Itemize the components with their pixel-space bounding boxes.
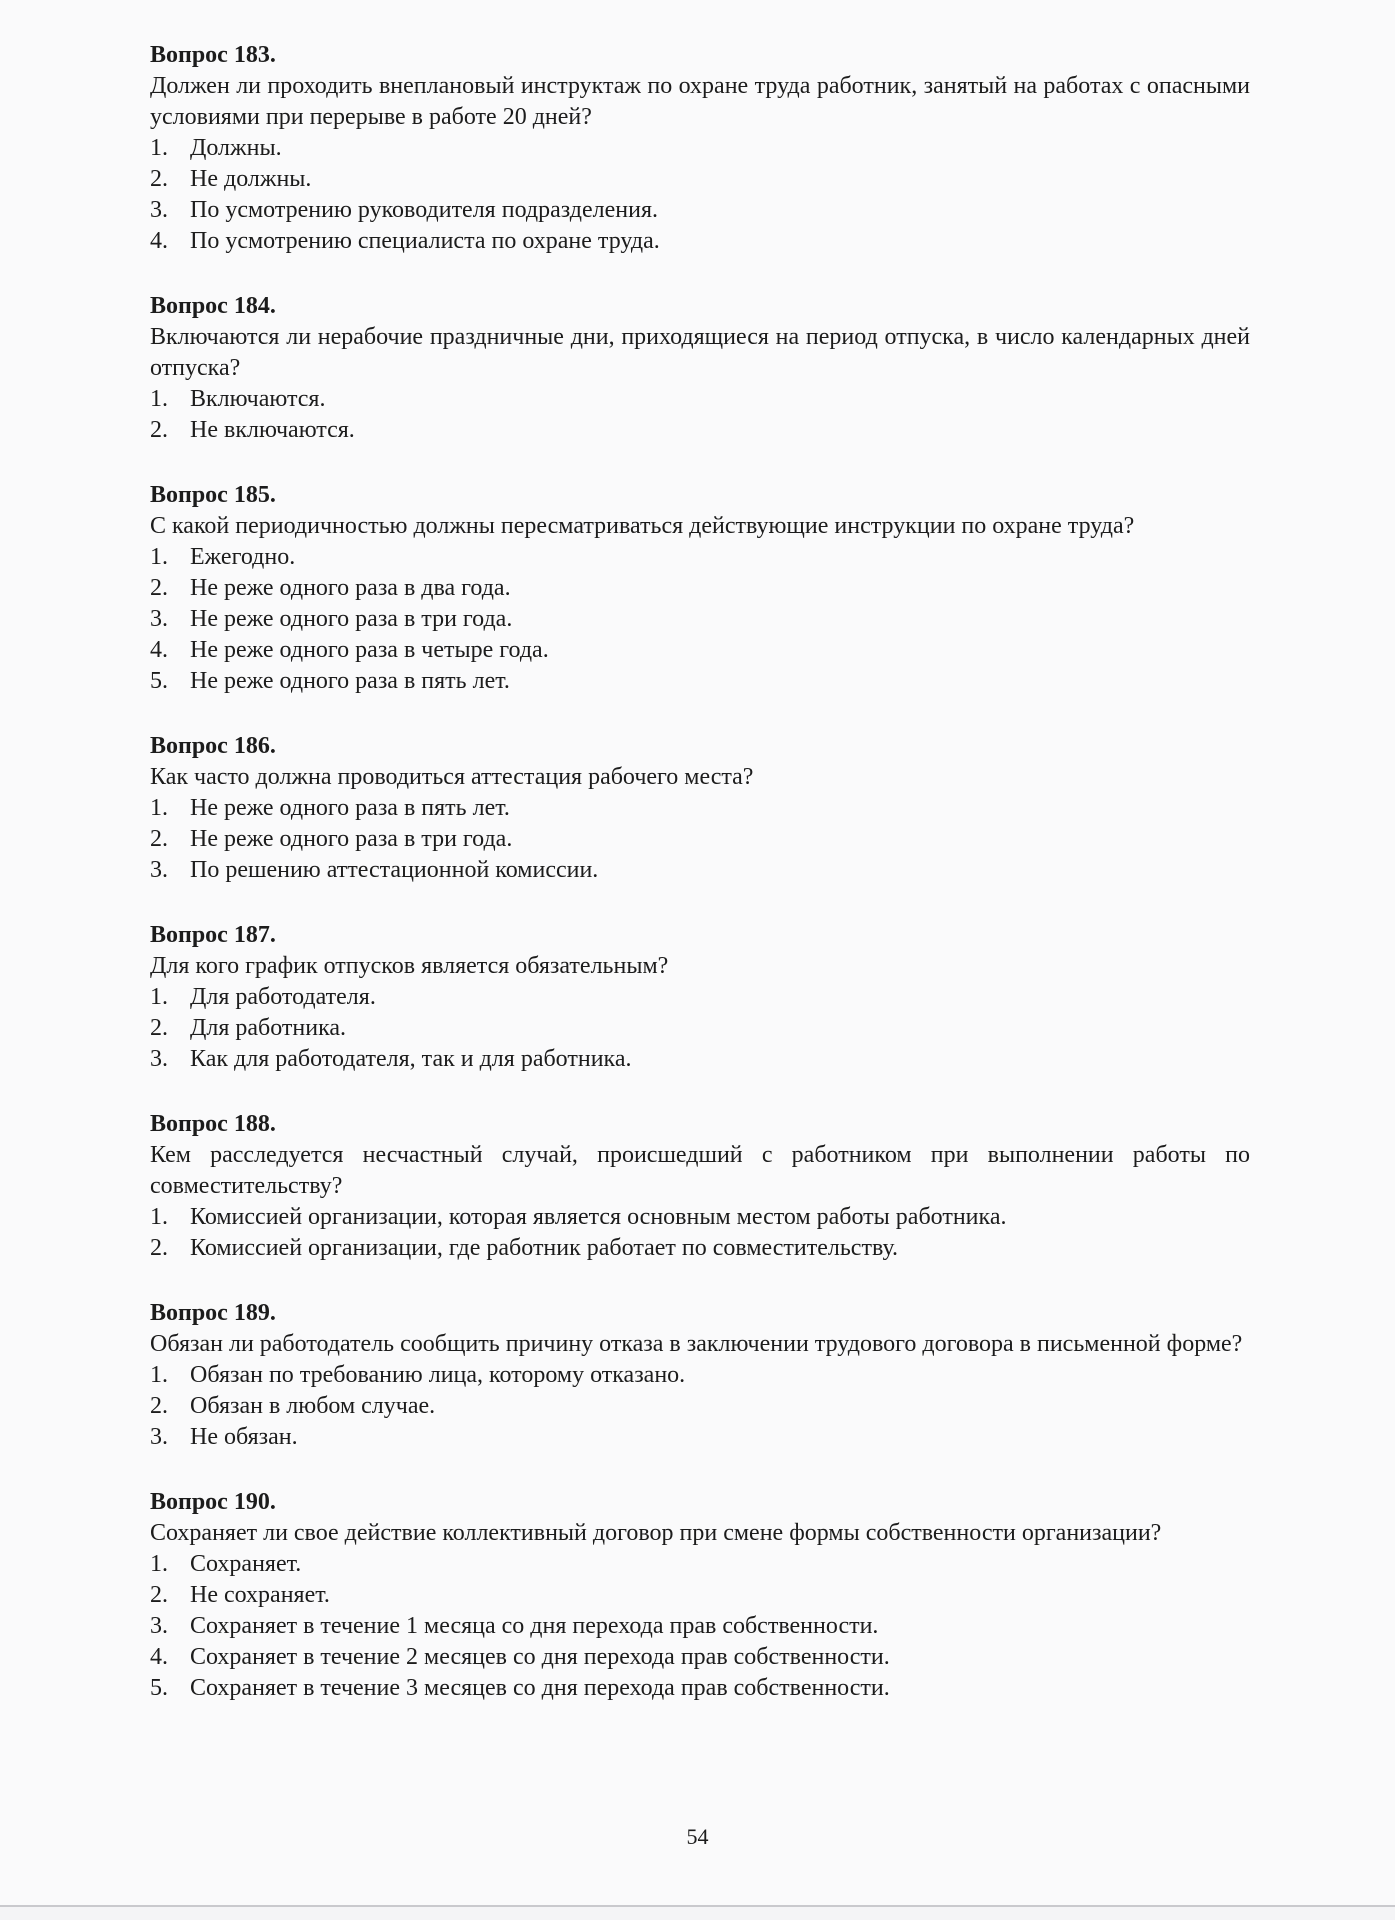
option-label: Не должны.	[190, 166, 312, 192]
answer-options	[150, 384, 1250, 446]
option-number: 5.	[150, 668, 168, 694]
answer-options	[150, 133, 1250, 257]
answer-option	[150, 1422, 1250, 1453]
option-number: 1.	[150, 984, 168, 1010]
answer-option	[150, 195, 1250, 226]
answer-option	[150, 1013, 1250, 1044]
question-block	[150, 480, 1250, 697]
option-label: Сохраняет в течение 2 месяцев со дня перехода прав собственности.	[190, 1644, 890, 1670]
option-label: По усмотрению руководителя подразделения.	[190, 197, 658, 223]
option-number: 1.	[150, 135, 168, 161]
answer-option	[150, 384, 1250, 415]
option-number: 2.	[150, 1015, 168, 1041]
question-text: Как часто должна проводиться аттестация рабочего места?	[150, 764, 754, 790]
option-number: 3.	[150, 1424, 168, 1450]
answer-option	[150, 982, 1250, 1013]
option-label: Сохраняет.	[190, 1551, 302, 1577]
option-label: Обязан по требованию лица, которому отказано.	[190, 1362, 686, 1388]
option-label: Для работника.	[190, 1015, 347, 1041]
answer-options	[150, 1549, 1250, 1704]
option-number: 3.	[150, 1046, 168, 1072]
option-label: Для работодателя.	[190, 984, 376, 1010]
option-label: Не сохраняет.	[190, 1582, 330, 1608]
option-label: Не реже одного раза в четыре года.	[190, 637, 549, 663]
option-number: 1.	[150, 386, 168, 412]
answer-options	[150, 982, 1250, 1075]
question-text: Кем расследуется несчастный случай, происшедший с работником при выполнении работы по совместительству?	[150, 1142, 1250, 1199]
question-block	[150, 920, 1250, 1075]
option-label: Сохраняет в течение 3 месяцев со дня перехода прав собственности.	[190, 1675, 890, 1701]
option-label: Обязан в любом случае.	[190, 1393, 436, 1419]
option-label: По усмотрению специалиста по охране труда.	[190, 228, 660, 254]
question-title: Вопрос 186.	[150, 733, 276, 759]
option-number: 4.	[150, 1644, 168, 1670]
option-number: 3.	[150, 197, 168, 223]
option-label: Не включаются.	[190, 417, 355, 443]
answer-option	[150, 1202, 1250, 1233]
answer-options	[150, 793, 1250, 886]
question-block	[150, 1487, 1250, 1704]
answer-option	[150, 164, 1250, 195]
option-label: Включаются.	[190, 386, 326, 412]
option-number: 2.	[150, 575, 168, 601]
answer-option	[150, 1044, 1250, 1075]
option-number: 3.	[150, 857, 168, 883]
answer-option	[150, 542, 1250, 573]
option-number: 2.	[150, 166, 168, 192]
option-label: Ежегодно.	[190, 544, 296, 570]
answer-option	[150, 415, 1250, 446]
answer-option	[150, 1673, 1250, 1704]
option-number: 2.	[150, 1582, 168, 1608]
option-number: 5.	[150, 1675, 168, 1701]
option-number: 1.	[150, 1362, 168, 1388]
question-title: Вопрос 189.	[150, 1300, 276, 1326]
question-block	[150, 291, 1250, 446]
question-title: Вопрос 183.	[150, 42, 276, 68]
answer-option	[150, 1580, 1250, 1611]
option-number: 1.	[150, 1204, 168, 1230]
question-title: Вопрос 184.	[150, 293, 276, 319]
answer-option	[150, 1233, 1250, 1264]
answer-option	[150, 666, 1250, 697]
option-number: 1.	[150, 1551, 168, 1577]
option-number: 3.	[150, 606, 168, 632]
option-label: Не реже одного раза в два года.	[190, 575, 511, 601]
question-list	[150, 40, 1250, 1738]
answer-option	[150, 1549, 1250, 1580]
question-title: Вопрос 190.	[150, 1489, 276, 1515]
page-number: 54	[686, 1824, 709, 1849]
option-number: 1.	[150, 795, 168, 821]
option-label: Комиссией организации, которая является основным местом работы работника.	[190, 1204, 1007, 1230]
option-label: Как для работодателя, так и для работника.	[190, 1046, 632, 1072]
answer-option	[150, 573, 1250, 604]
answer-options	[150, 1202, 1250, 1264]
question-title: Вопрос 188.	[150, 1111, 276, 1137]
question-text: Обязан ли работодатель сообщить причину отказа в заключении трудового договора в письменной форме?	[150, 1331, 1243, 1357]
question-title: Вопрос 185.	[150, 482, 276, 508]
question-block	[150, 40, 1250, 257]
option-number: 4.	[150, 637, 168, 663]
option-label: Сохраняет в течение 1 месяца со дня перехода прав собственности.	[190, 1613, 879, 1639]
option-number: 2.	[150, 417, 168, 443]
option-number: 4.	[150, 228, 168, 254]
answer-option	[150, 1642, 1250, 1673]
answer-option	[150, 824, 1250, 855]
option-label: Комиссией организации, где работник работает по совместительству.	[190, 1235, 899, 1261]
question-text: Должен ли проходить внеплановый инструктаж по охране труда работник, занятый на работах с опасными условиями при перерыве в работе 20 дней?	[150, 73, 1250, 130]
question-text: Включаются ли нерабочие праздничные дни, приходящиеся на период отпуска, в число календарных дней отпуска?	[150, 324, 1250, 381]
option-number: 2.	[150, 1393, 168, 1419]
question-text: Для кого график отпусков является обязательным?	[150, 953, 669, 979]
option-label: По решению аттестационной комиссии.	[190, 857, 599, 883]
answer-option	[150, 604, 1250, 635]
answer-options	[150, 542, 1250, 697]
option-label: Не реже одного раза в три года.	[190, 826, 513, 852]
option-label: Не реже одного раза в пять лет.	[190, 795, 510, 821]
answer-option	[150, 855, 1250, 886]
answer-option	[150, 635, 1250, 666]
option-number: 3.	[150, 1613, 168, 1639]
question-text: Сохраняет ли свое действие коллективный договор при смене формы собственности организации?	[150, 1520, 1162, 1546]
answer-option	[150, 1391, 1250, 1422]
answer-option	[150, 793, 1250, 824]
question-block	[150, 731, 1250, 886]
question-title: Вопрос 187.	[150, 922, 276, 948]
option-number: 2.	[150, 1235, 168, 1261]
answer-option	[150, 133, 1250, 164]
option-label: Не реже одного раза в три года.	[190, 606, 513, 632]
option-label: Должны.	[190, 135, 282, 161]
option-label: Не обязан.	[190, 1424, 298, 1450]
question-block	[150, 1109, 1250, 1264]
answer-option	[150, 226, 1250, 257]
answer-options	[150, 1360, 1250, 1453]
question-block	[150, 1298, 1250, 1453]
option-number: 1.	[150, 544, 168, 570]
answer-option	[150, 1360, 1250, 1391]
option-label: Не реже одного раза в пять лет.	[190, 668, 510, 694]
question-text: С какой периодичностью должны пересматриваться действующие инструкции по охране труда?	[150, 513, 1135, 539]
option-number: 2.	[150, 826, 168, 852]
answer-option	[150, 1611, 1250, 1642]
